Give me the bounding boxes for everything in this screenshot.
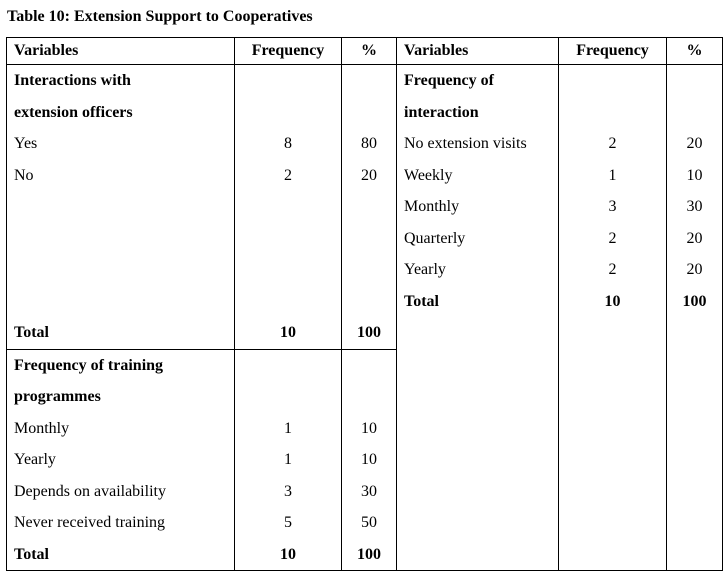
table-caption: Table 10: Extension Support to Cooperatives <box>7 8 313 25</box>
total-percent: 100 <box>357 545 381 563</box>
left-section-title: Interactions with <box>14 72 131 89</box>
block-1-left-frequency <box>235 65 342 350</box>
right-section-title: Frequency of <box>404 72 494 89</box>
block-1-left-variables <box>7 65 235 350</box>
left-section-title: extension officers <box>14 103 133 121</box>
frequency-cell: 3 <box>608 198 617 215</box>
frequency-cell: 3 <box>284 482 292 500</box>
percent-cell: 30 <box>686 198 703 215</box>
percent-cell: 10 <box>361 419 377 437</box>
row-label: Never received training <box>14 514 166 531</box>
block-1-row <box>7 65 723 350</box>
row-label: No <box>14 166 34 184</box>
header-variables-right: Variables <box>397 38 559 65</box>
row-label: Yearly <box>14 451 56 468</box>
total-frequency: 10 <box>280 324 296 341</box>
row-label: Yes <box>14 135 38 152</box>
total-percent: 100 <box>357 324 381 341</box>
percent-cell: 20 <box>686 229 703 247</box>
block-2-left-frequency <box>235 349 342 571</box>
frequency-cell: 5 <box>284 514 292 531</box>
block-2-left-percent <box>342 349 397 571</box>
row-label: Yearly <box>404 261 446 278</box>
total-label: Total <box>14 324 49 341</box>
total-label: Total <box>404 292 439 310</box>
percent-cell: 20 <box>361 166 377 184</box>
header-percent-right: % <box>667 38 723 65</box>
header-variables-left: Variables <box>7 38 235 65</box>
header-row <box>7 38 723 65</box>
frequency-cell: 2 <box>608 229 617 247</box>
percent-cell: 80 <box>361 135 377 152</box>
right-variables-column <box>397 65 559 571</box>
total-frequency: 10 <box>280 545 296 563</box>
block-2-left-variables <box>7 349 235 571</box>
left-section-title: Frequency of training <box>14 356 164 374</box>
row-label: Quarterly <box>404 229 466 247</box>
right-frequency-column <box>559 65 667 571</box>
right-section-title: interaction <box>404 103 479 121</box>
block-1-left-percent <box>342 65 397 350</box>
extension-support-table <box>6 37 723 571</box>
total-percent: 100 <box>682 292 707 310</box>
frequency-cell: 1 <box>284 451 292 468</box>
header-frequency-left: Frequency <box>235 38 342 65</box>
frequency-cell: 2 <box>608 135 617 152</box>
header-percent-left: % <box>342 38 397 65</box>
frequency-cell: 8 <box>284 135 292 152</box>
right-percent-column <box>667 65 723 571</box>
frequency-cell: 1 <box>608 166 617 184</box>
row-label: No extension visits <box>404 135 527 152</box>
left-section-title: programmes <box>14 388 101 405</box>
percent-cell: 20 <box>686 261 703 278</box>
percent-cell: 30 <box>361 482 377 500</box>
percent-cell: 50 <box>361 514 377 531</box>
row-label: Monthly <box>14 419 70 437</box>
frequency-cell: 2 <box>608 261 617 278</box>
total-label: Total <box>14 545 49 563</box>
frequency-cell: 2 <box>284 166 292 184</box>
total-frequency: 10 <box>604 292 621 310</box>
percent-cell: 10 <box>361 451 377 468</box>
percent-cell: 20 <box>686 135 703 152</box>
row-label: Weekly <box>404 166 453 184</box>
percent-cell: 10 <box>686 166 703 184</box>
header-frequency-right: Frequency <box>559 38 667 65</box>
frequency-cell: 1 <box>284 419 292 437</box>
row-label: Monthly <box>404 198 460 215</box>
row-label: Depends on availability <box>14 482 166 500</box>
